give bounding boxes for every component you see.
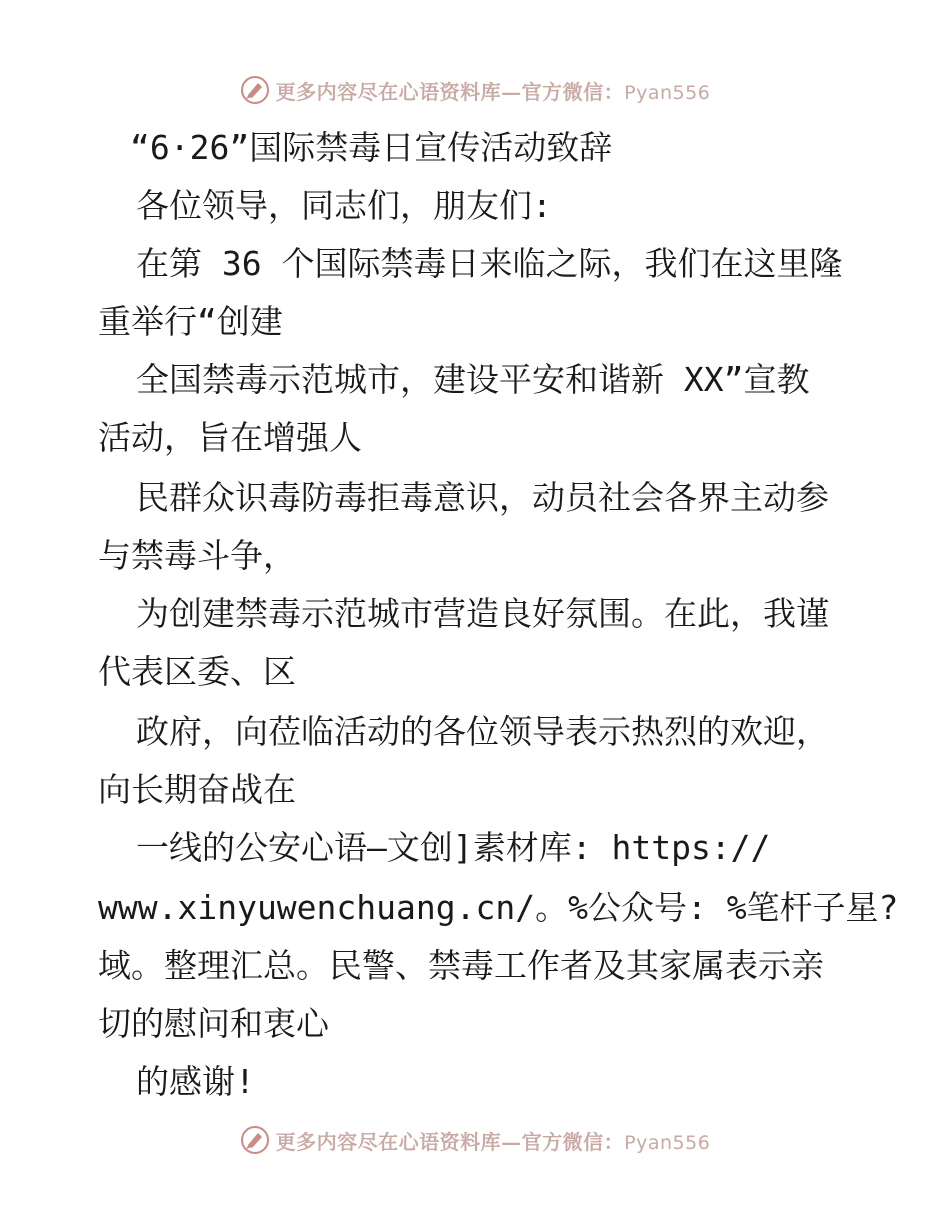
text-line: 代表区委、区	[98, 652, 296, 691]
footer-watermark	[0, 1122, 950, 1158]
text-line: 一线的公安心语—文创]素材库: https://	[136, 828, 771, 867]
watermark-text: 更多内容尽在心语资料库—官方微信：Pyan556	[275, 1129, 711, 1154]
text-line: 在第 36 个国际禁毒日来临之际，我们在这里隆	[136, 244, 843, 283]
pen-logo-icon	[240, 75, 270, 105]
text-line: 为创建禁毒示范城市营造良好氛围。在此，我谨	[136, 594, 829, 633]
text-line: 政府，向莅临活动的各位领导表示热烈的欢迎，	[136, 712, 829, 751]
text-line: 与禁毒斗争，	[98, 536, 296, 575]
text-line: www.xinyuwenchuang.cn/。%公众号: %笔杆子星?	[98, 888, 899, 927]
text-line: 向长期奋战在	[98, 770, 296, 809]
text-line: 全国禁毒示范城市，建设平安和谐新 XX”宣教	[136, 360, 810, 399]
pen-logo-icon	[240, 1125, 270, 1155]
document-title: “6·26”国际禁毒日宣传活动致辞	[130, 128, 613, 167]
text-line: 各位领导，同志们，朋友们:	[136, 186, 552, 225]
header-watermark	[0, 72, 950, 108]
watermark-text: 更多内容尽在心语资料库—官方微信：Pyan556	[275, 79, 711, 104]
text-line: 民群众识毒防毒拒毒意识，动员社会各界主动参	[136, 478, 829, 517]
text-line: 切的慰问和衷心	[98, 1004, 329, 1043]
text-line: 的感谢!	[136, 1062, 255, 1101]
text-line: 活动，旨在增强人	[98, 418, 362, 457]
text-line: 重举行“创建	[98, 302, 283, 341]
text-line: 域。整理汇总。民警、禁毒工作者及其家属表示亲	[98, 946, 824, 985]
